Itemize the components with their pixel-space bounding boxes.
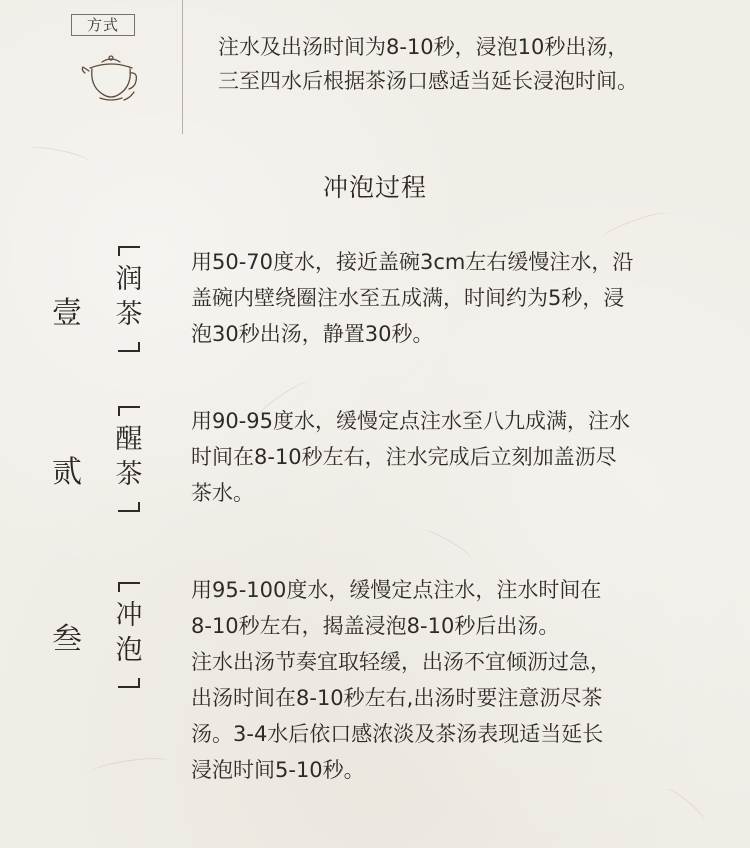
step-label-char: 茶 [115, 299, 143, 330]
step-number: 贰 [52, 455, 82, 490]
step-line: 8-10秒左右，揭盖浸泡8-10秒后出汤。 [191, 614, 560, 638]
paper-fiber [30, 144, 91, 167]
teapot-icon [80, 48, 142, 106]
step-line: 用50-70度水，接近盖碗3cm左右缓慢注水，沿 [191, 250, 634, 274]
step-description [191, 244, 711, 352]
step-line: 出汤时间在8-10秒左右,出汤时要注意沥尽茶 [191, 686, 603, 710]
step-number: 壹 [52, 296, 82, 331]
step-label-bracket [110, 582, 148, 688]
step-label-char: 醒 [115, 424, 143, 455]
step-line: 注水出汤节奏宜取轻缓，出汤不宜倾沥过急， [191, 650, 611, 674]
step-line: 用95-100度水，缓慢定点注水，注水时间在 [191, 578, 602, 602]
method-line: 三至四水后根据茶汤口感适当延长浸泡时间。 [218, 69, 638, 93]
step-line: 用90-95度水，缓慢定点注水至八九成满，注水 [191, 409, 631, 433]
step-description [191, 572, 711, 788]
step-description [191, 403, 711, 511]
step-line: 时间在8-10秒左右，注水完成后立刻加盖沥尽 [191, 445, 617, 469]
step-label-char: 润 [115, 264, 143, 295]
section-title: 冲泡过程 [322, 173, 427, 202]
step-line: 汤。3-4水后依口感浓淡及茶汤表现适当延长 [191, 722, 604, 746]
paper-fiber [600, 208, 670, 244]
step-line: 泡30秒出汤，静置30秒。 [191, 322, 434, 346]
step-label-char: 泡 [115, 635, 143, 666]
step-line: 茶水。 [191, 481, 254, 505]
paper-fiber [662, 785, 707, 826]
step-label-char: 冲 [115, 600, 143, 631]
method-line: 注水及出汤时间为8-10秒，浸泡10秒出汤， [218, 35, 629, 59]
bracket-top [118, 582, 140, 592]
bracket-bottom [118, 678, 140, 688]
step-label-bracket [110, 406, 148, 512]
step-number: 叁 [52, 622, 82, 657]
bracket-top [118, 246, 140, 256]
method-description [218, 30, 728, 98]
paper-fiber [89, 755, 170, 781]
bracket-top [118, 406, 140, 416]
divider-line [182, 0, 183, 134]
step-label-bracket [110, 246, 148, 352]
step-label [110, 598, 148, 668]
step-label [110, 422, 148, 492]
bracket-bottom [118, 502, 140, 512]
bracket-bottom [118, 342, 140, 352]
paper-fiber [421, 527, 474, 563]
step-line: 盖碗内壁绕圈注水至五成满，时间约为5秒，浸 [191, 286, 625, 310]
step-label-char: 茶 [115, 459, 143, 490]
step-line: 浸泡时间5-10秒。 [191, 758, 365, 782]
step-label [110, 262, 148, 332]
method-tag: 方式 [71, 14, 135, 36]
